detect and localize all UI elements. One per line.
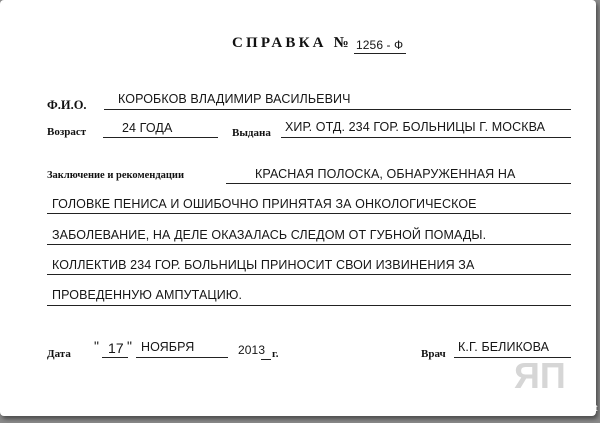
date-label: Дата [47,348,71,360]
site-watermark: Fishki.net [559,403,598,413]
date-month: НОЯБРЯ [141,340,195,354]
watermark-logo: ЯП [514,355,566,396]
date-year-suffix: г. [272,348,279,360]
day-underline [102,357,128,358]
date-quote-open: " [94,338,100,354]
age-label: Возраст [47,126,87,138]
doctor-label: Врач [421,348,446,360]
conclusion-line-3: ЗАБОЛЕВАНИЕ, НА ДЕЛЕ ОКАЗАЛАСЬ СЛЕДОМ ОТ ГУБНОЙ ПОМАДЫ. [52,228,487,242]
issued-underline [281,137,571,138]
fio-label: Ф.И.О. [47,98,87,112]
doctor-value: К.Г. БЕЛИКОВА [458,340,550,354]
age-underline [103,137,218,138]
conclusion-line-5: ПРОВЕДЕННУЮ АМПУТАЦИЮ. [52,288,243,302]
conclusion-underline-1 [226,183,571,184]
document-title: СПРАВКА № [232,35,352,51]
conclusion-label: Заключение и рекомендации [47,170,185,181]
conclusion-line-4: КОЛЛЕКТИВ 234 ГОР. БОЛЬНИЦЫ ПРИНОСИТ СВОИ ИЗВИНЕНИЯ ЗА [52,258,475,272]
conclusion-underline-2 [47,213,571,214]
date-day: 17 [108,340,124,356]
month-underline [136,357,228,358]
conclusion-underline-5 [47,305,571,306]
year-underline [261,359,271,360]
fio-value: КОРОБКОВ ВЛАДИМИР ВАСИЛЬЕВИЧ [118,92,351,106]
issued-value: ХИР. ОТД. 234 ГОР. БОЛЬНИЦЫ Г. МОСКВА [285,120,546,134]
age-value: 24 ГОДА [122,121,173,135]
fio-underline [104,109,571,110]
conclusion-underline-3 [47,244,571,245]
document-number: 1256 - Ф [356,38,404,52]
number-underline [354,53,406,54]
conclusion-line-2: ГОЛОВКЕ ПЕНИСА И ОШИБОЧНО ПРИНЯТАЯ ЗА ОНКОЛОГИЧЕСКОЕ [52,197,477,211]
date-year: 2013 [238,343,266,357]
conclusion-line-1: КРАСНАЯ ПОЛОСКА, ОБНАРУЖЕННАЯ НА [255,167,516,181]
date-quote-close: " [127,338,133,354]
issued-label: Выдана [232,127,271,139]
conclusion-underline-4 [47,274,571,275]
